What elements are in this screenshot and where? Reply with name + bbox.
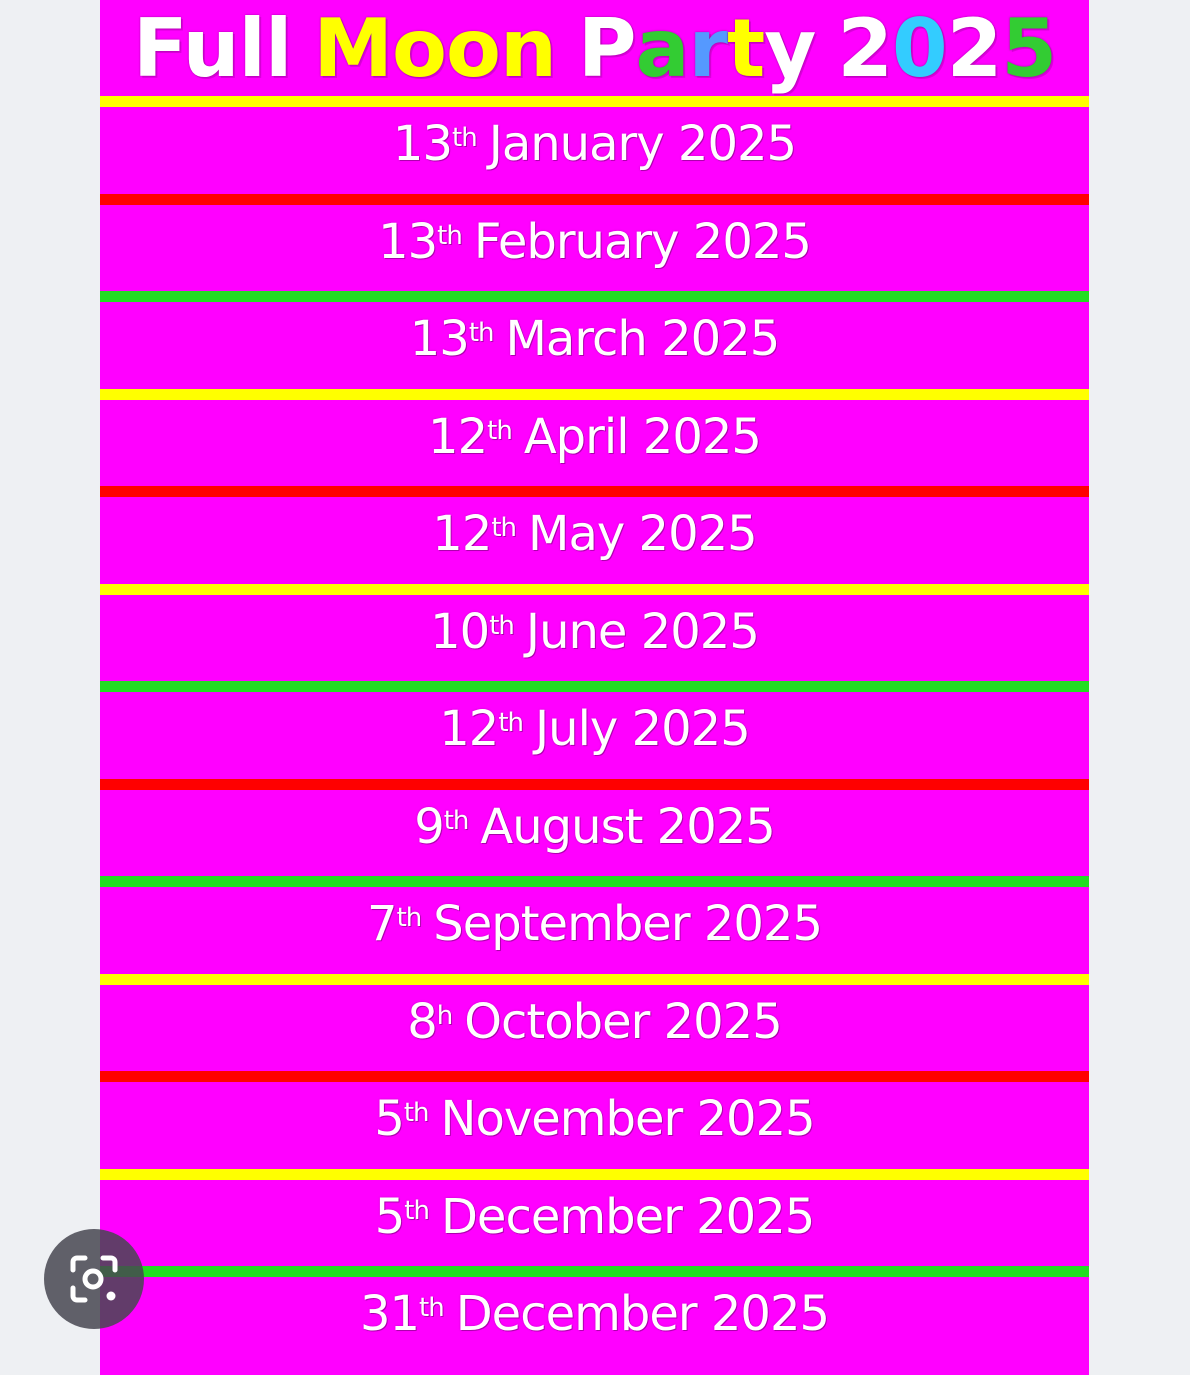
date-day: 5 bbox=[374, 1091, 404, 1147]
date-month-year: May 2025 bbox=[528, 506, 757, 562]
date-month-year: March 2025 bbox=[505, 311, 780, 367]
date-day: 13 bbox=[378, 214, 438, 270]
party-date: 13 $^{th}$ February 2025 bbox=[378, 214, 811, 270]
date-day: 12 bbox=[439, 701, 499, 757]
party-date: 12 $^{th}$ July 2025 bbox=[439, 701, 750, 757]
party-date: 9 $^{th}$ August 2025 bbox=[414, 799, 775, 855]
party-date: 5 $^{th}$ November 2025 bbox=[374, 1091, 815, 1147]
visual-search-button[interactable] bbox=[44, 1229, 144, 1329]
title-letter: P bbox=[577, 1, 636, 95]
date-day: 12 bbox=[432, 506, 492, 562]
date-month-year: June 2025 bbox=[525, 604, 759, 660]
party-date: 13 $^{th}$ January 2025 bbox=[392, 116, 797, 172]
date-day: 9 bbox=[414, 799, 444, 855]
party-date: 31 $^{th}$ December 2025 bbox=[359, 1286, 830, 1342]
date-month-year: July 2025 bbox=[535, 701, 750, 757]
title-letter: Moon bbox=[313, 1, 556, 95]
title-word bbox=[313, 2, 555, 95]
date-month-year: December 2025 bbox=[455, 1286, 830, 1342]
title-letter: 2 bbox=[946, 1, 1002, 95]
date-month-year: December 2025 bbox=[440, 1189, 815, 1245]
date-day: 10 bbox=[430, 604, 490, 660]
full-moon-party-poster bbox=[100, 0, 1089, 1375]
date-month-year: September 2025 bbox=[433, 896, 822, 952]
date-month-year: January 2025 bbox=[488, 116, 797, 172]
party-date: 8 $^h$ October 2025 bbox=[407, 994, 782, 1050]
date-day: 31 bbox=[359, 1286, 420, 1342]
title-letter: Full bbox=[132, 1, 292, 95]
party-date: 12 $^{th}$ April 2025 bbox=[428, 409, 761, 465]
title-letter: r bbox=[688, 1, 727, 95]
party-date: 7 $^{th}$ September 2025 bbox=[367, 896, 822, 952]
title-letter: 5 bbox=[1001, 1, 1057, 95]
date-day: 7 bbox=[367, 896, 397, 952]
party-date: 13 $^{th}$ March 2025 bbox=[409, 311, 780, 367]
date-day: 5 bbox=[374, 1189, 405, 1245]
title-word bbox=[578, 2, 815, 95]
title-letter: t bbox=[726, 1, 765, 95]
date-month-year: October 2025 bbox=[464, 994, 782, 1050]
title-letter: 2 bbox=[837, 1, 893, 95]
party-date: 10 $^{th}$ June 2025 bbox=[430, 604, 759, 660]
title-word bbox=[837, 2, 1056, 95]
title-letter: a bbox=[635, 1, 689, 95]
poster-title bbox=[100, 0, 1089, 96]
date-month-year: November 2025 bbox=[440, 1091, 815, 1147]
date-month-year: August 2025 bbox=[480, 799, 775, 855]
date-day: 13 bbox=[392, 116, 452, 172]
title-word bbox=[133, 2, 291, 95]
date-day: 13 bbox=[409, 311, 469, 367]
date-month-year: April 2025 bbox=[523, 409, 761, 465]
date-month-year: February 2025 bbox=[473, 214, 811, 270]
title-letter: y bbox=[764, 1, 816, 95]
title-letter: 0 bbox=[892, 1, 947, 95]
date-day: 12 bbox=[428, 409, 488, 465]
date-day: 8 bbox=[407, 994, 437, 1050]
party-date: 12 $^{th}$ May 2025 bbox=[432, 506, 757, 562]
lens-search-icon bbox=[67, 1252, 121, 1306]
party-date: 5 $^{th}$ December 2025 bbox=[374, 1189, 815, 1245]
